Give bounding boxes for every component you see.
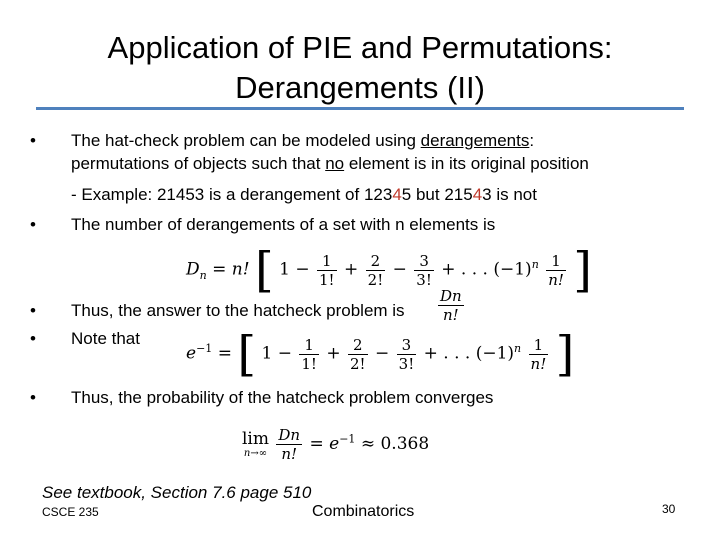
denominator: n! [442,306,459,324]
highlight-digit: 4 [392,185,402,204]
eq-exponent: −1 [196,341,213,355]
course-code: CSCE 235 [42,505,99,519]
numerator: 1 [546,252,566,271]
slide-title [40,28,680,108]
title-line-2: Derangements (II) [235,70,485,105]
example-text: - Example: 21453 is a derangement of 123 [71,185,393,204]
eq-symbol: − [392,259,407,280]
footer-topic: Combinatorics [312,503,415,520]
bullet-derangements-def [71,130,691,152]
numerator: 1 [529,336,549,355]
derangements-term: derangements [420,131,530,150]
denominator: 1! [319,270,335,289]
limit-operator [242,430,269,460]
example-text: 3 is not [482,185,537,204]
denominator: 3! [398,354,415,373]
limit-formula [242,426,429,463]
title-line-1: Application of PIE and Permutations: [107,30,613,65]
eq-exponent: n [514,341,522,355]
bullet-text: element is in its original position [344,154,589,173]
bullet-count-derangements: The number of derangements of a set with n elements is [71,215,496,234]
eq-symbol: n! [231,259,250,280]
example-text: 5 but 215 [401,185,473,204]
fraction [438,287,464,324]
fraction [397,336,417,373]
right-bracket: ] [555,326,575,382]
example-line [71,184,691,206]
bullet-dot: • [30,301,36,320]
eq-symbol: 1 [279,259,290,280]
denominator: 2! [350,354,366,373]
bullet-note-that: Note that [71,329,140,348]
denominator: 1! [301,354,317,373]
eq-symbol: D [186,259,200,280]
bullet-dot: • [30,388,36,407]
denominator: n! [548,270,564,289]
eq-symbol: = [212,259,227,280]
fraction [317,252,337,289]
numerator: 1 [299,336,319,355]
eq-symbol: 1 [261,343,273,364]
numerator: 3 [397,336,417,355]
numerator: 3 [414,252,434,271]
bullet-text: permutations of objects such that [71,154,326,173]
page-number: 30 [662,502,676,516]
no-word: no [325,154,345,173]
left-bracket: [ [237,326,257,382]
numerator: 2 [366,252,386,271]
derangement-formula [186,242,593,298]
bullet-text: The hat-check problem can be modeled using [71,131,421,150]
numerator: Dn [440,287,462,305]
denominator: 3! [416,270,432,289]
lim-text: lim [242,428,269,449]
bullet-dot: • [30,215,36,234]
eq-symbol: − [277,343,292,364]
title-divider [36,107,684,110]
eq-symbol: + [344,259,359,280]
fraction [348,336,368,373]
fraction [299,336,319,373]
left-bracket: [ [254,242,274,298]
eq-symbol: = [217,343,232,364]
answer-fraction [436,287,466,324]
bullet-derangements-line2 [71,153,691,175]
e-inverse-formula [186,326,575,382]
numerator: 1 [317,252,337,271]
bullet-dot: • [30,131,36,150]
textbook-reference: See textbook, Section 7.6 page 510 [42,483,312,502]
bullet-probability: Thus, the probability of the hatcheck problem converges [71,388,494,407]
numerator: Dn [278,426,301,444]
eq-symbol: = [309,434,324,454]
eq-symbol: + . . . (−1) [441,259,532,280]
fraction [546,252,566,289]
denominator: n! [281,445,298,463]
numerator: 2 [348,336,368,355]
denominator: n! [530,354,547,373]
fraction [276,426,302,463]
eq-exponent: n [531,257,539,271]
bullet-hatcheck-answer: Thus, the answer to the hatcheck problem is [71,301,405,320]
eq-symbol: + . . . (−1) [423,343,515,364]
eq-symbol: ≈ 0.368 [360,434,430,454]
eq-symbol: − [295,259,310,280]
bullet-text: : [529,131,535,150]
bullet-dot: • [30,329,36,348]
fraction [366,252,386,289]
right-bracket: ] [573,242,593,298]
eq-symbol: e [186,343,197,364]
eq-symbol: + [326,343,341,364]
denominator: 2! [367,270,384,289]
eq-exponent: −1 [339,432,356,446]
eq-symbol: − [375,343,390,364]
fraction [414,252,434,289]
fraction [529,336,549,373]
lim-subscript: n→∞ [243,447,268,459]
eq-subscript: n [199,268,207,282]
highlight-digit: 4 [472,185,483,204]
eq-symbol: e [329,434,340,454]
